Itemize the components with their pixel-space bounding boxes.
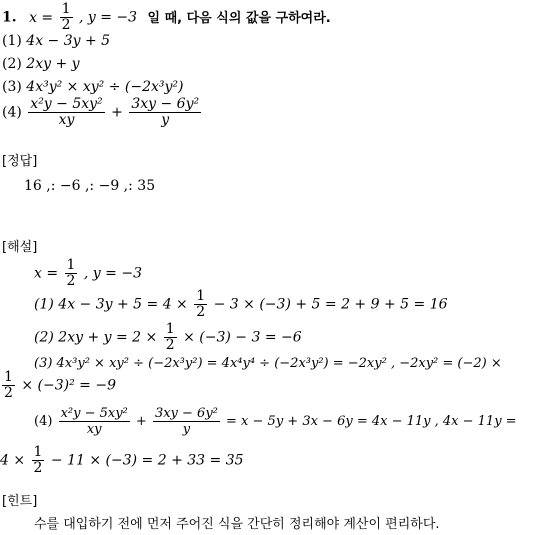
answer-header: [정답] [2,154,38,169]
item4-fraction-2: $\frac{\text{3xy − 6y²}}{y}$ [131,96,200,128]
problem-prompt: 일 때, 다음 식의 값을 구하여라. [147,10,331,26]
problem-number: 1. [2,9,17,26]
solution-step-4-line-2: 4 × $\frac{1}{2}$ − 11 × (−3) = 2 + 33 = 35 [0,444,244,476]
solution-given: x = $\frac{1}{2}$ , y = −3 [34,257,142,289]
solution-step-3-line-2: $\frac{1}{2}$ × (−3)² = −9 [4,369,116,401]
solution-step-1: (1) 4x − 3y + 5 = 4 × $\frac{1}{2}$ − 3 × (−3) + 5 = 2 + 9 + 5 = 16 [34,288,448,320]
solution-step-4-line-1: (4) $\frac{\text{x²y − 5xy²}}{xy}$ + $\frac{\text{3xy − 6y²}}{y}$ = x − 5y + 3x − 6y = 4x − 11y , 4x − 11y = [34,406,517,437]
solution-header: [해설] [2,240,38,255]
given-fraction: $\frac{1}{2}$ [61,1,71,33]
hint-text: 수를 대입하기 전에 먼저 주어진 식을 간단히 정리해야 계산이 편리하다. [34,517,440,532]
solution-step-2: (2) 2xy + y = 2 × $\frac{1}{2}$ × (−3) − 3 = −6 [34,321,302,353]
item4-fraction-1: $\frac{\text{x²y − 5xy²}}{xy}$ [30,96,103,128]
given-y: , y = −3 [78,9,138,26]
problem-statement [2,2,331,33]
given-x: x = [29,9,54,26]
problem-item-2: (2) 2xy + y [2,56,80,72]
problem-item-4: (4) $\frac{\text{x²y − 5xy²}}{xy}$ + $\frac{\text{3xy − 6y²}}{y}$ [2,96,200,128]
problem-item-3: (3) 4x³y² × xy² ÷ (−2x³y²) [2,79,184,95]
answer-text: 16 ,: −6 ,: −9 ,: 35 [24,178,156,194]
hint-header: [힌트] [2,494,38,509]
problem-item-1: (1) 4x − 3y + 5 [2,33,111,49]
solution-step-3-line-1: (3) 4x³y² × xy² ÷ (−2x³y²) = 4x⁴y⁴ ÷ (−2x³y²) = −2xy² , −2xy² = (−2) × [34,356,502,371]
